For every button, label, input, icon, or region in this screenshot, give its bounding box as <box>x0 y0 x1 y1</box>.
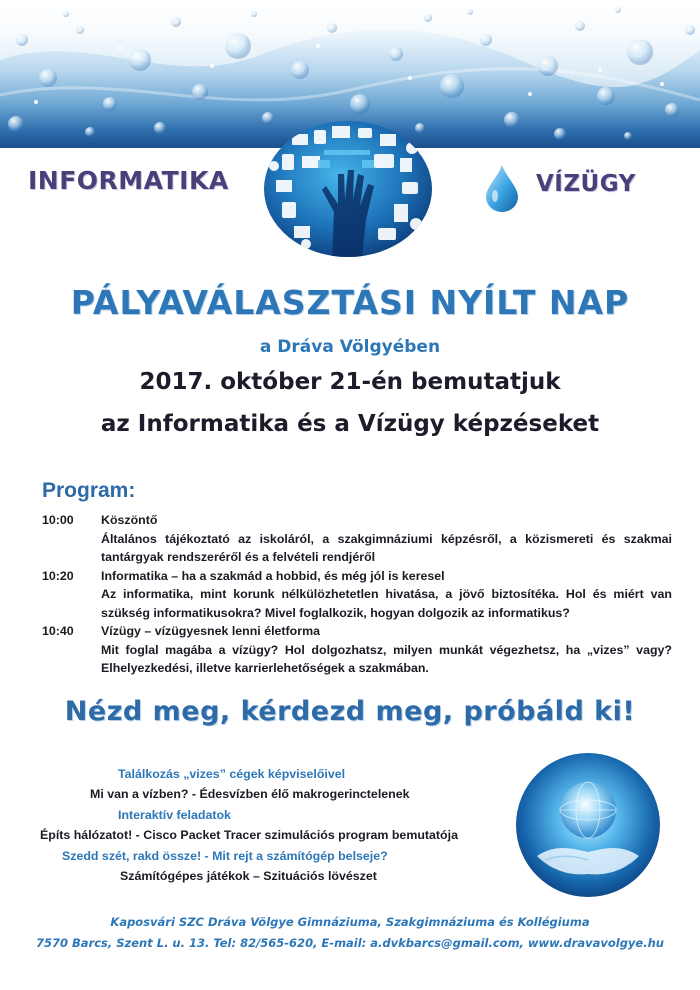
program-description: Általános tájékoztató az iskoláról, a szakgimnáziumi képzésről, a közismereti és szakmai tantárgyak rendszeréről és a felvételi rendjéről <box>101 531 672 564</box>
activity-item: Számítógépes játékok – Szituációs lövészet <box>120 869 377 884</box>
program-description: Az informatika, mint korunk nélkülözhetetlen hivatása, a jövő biztosítéka. Hol és miért van szükség informatikusokra? Mivel foglalkozik, hogyan dolgozik az informatikus? <box>101 587 672 620</box>
water-drop-icon <box>484 163 520 213</box>
school-name: Kaposvári SZC Dráva Völgye Gimnáziuma, Szakgimnáziuma és Kollégiuma <box>110 915 590 929</box>
contact-line: 7570 Barcs, Szent L. u. 13. Tel: 82/565-620, E-mail: a.dvkbarcs@gmail.com, www.dravavolgye.hu <box>36 936 664 950</box>
program-item <box>42 567 672 623</box>
page-title: PÁLYAVÁLASZTÁSI NYÍLT NAP <box>70 283 630 322</box>
activity-item: Interaktív feladatok <box>118 807 231 822</box>
program-item <box>42 511 672 567</box>
program-title: Vízügy – vízügyesnek lenni életforma <box>101 624 320 638</box>
program-title: Informatika – ha a szakmád a hobbid, és még jól is keresel <box>101 568 445 583</box>
program-description: Mit foglal magába a vízügy? Hol dolgozhatsz, milyen munkát végezhetsz, ha „vizes” vagy? Elhelyezkedési, illetve karrierlehetőségek a szakmában. <box>101 642 672 675</box>
technology-globe-icon <box>262 120 434 258</box>
page-subtitle: a Dráva Völgyében <box>259 337 441 357</box>
program-time: 10:20 <box>42 568 74 583</box>
event-date-line: 2017. október 21-én bemutatjuk <box>139 369 561 395</box>
hands-globe-icon <box>515 752 661 898</box>
slogan: Nézd meg, kérdezd meg, próbáld ki! <box>64 696 636 727</box>
activity-item: Szedd szét, rakd össze! - Mit rejt a számítógép belseje? <box>62 848 388 863</box>
program-time: 10:40 <box>42 624 74 638</box>
program-title: Köszöntő <box>101 513 158 527</box>
program-item <box>42 622 672 678</box>
event-topic-line: az Informatika és a Vízügy képzéseket <box>100 411 600 437</box>
vizugy-label: VÍZÜGY <box>536 171 636 197</box>
program-heading: Program: <box>42 479 136 502</box>
program-time: 10:00 <box>42 513 74 527</box>
program-list <box>42 511 672 678</box>
activities-list <box>0 764 520 886</box>
activity-item: Találkozás „vizes” cégek képviselőivel <box>118 767 346 781</box>
activity-item: Építs hálózatot! - Cisco Packet Tracer szimulációs program bemutatója <box>40 828 458 843</box>
activity-item: Mi van a vízben? - Édesvízben élő makrogerinctelenek <box>90 787 410 802</box>
informatika-label: INFORMATIKA <box>28 166 229 195</box>
